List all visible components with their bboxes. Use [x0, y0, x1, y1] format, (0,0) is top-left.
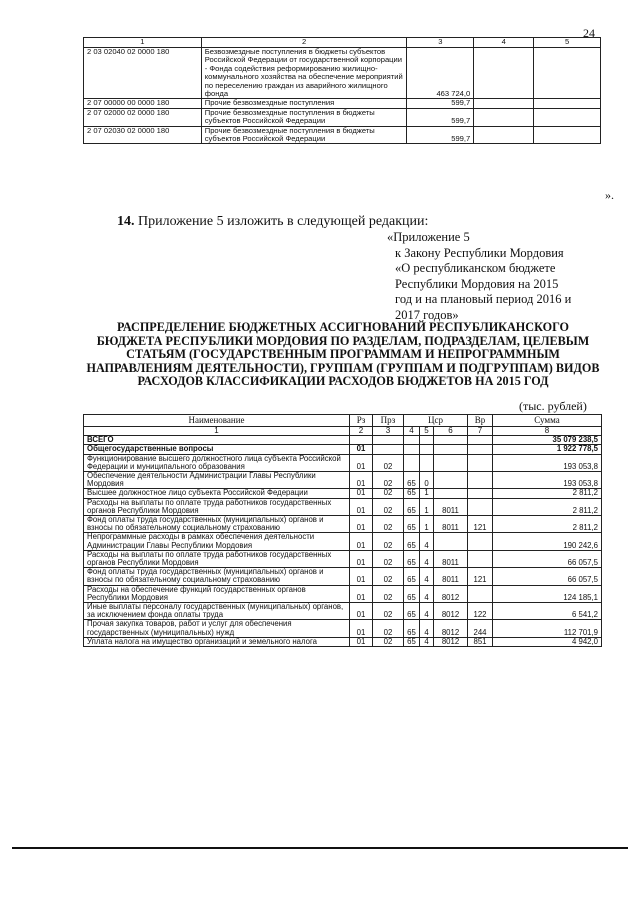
item-csr-program: 65	[404, 516, 420, 533]
item-csr-direction	[434, 489, 468, 498]
revenue-amount-2017	[534, 48, 601, 99]
table-row	[84, 620, 602, 637]
revenue-amount-2016	[474, 126, 534, 144]
col-header: 1	[84, 38, 202, 48]
appendix-line: год и на плановый период 2016 и	[395, 292, 572, 306]
item-rz: 01	[350, 637, 373, 646]
item-vr: 122	[468, 603, 493, 620]
item-sum: 4 942,0	[493, 637, 602, 646]
item-sum: 1 922 778,5	[493, 445, 602, 454]
table-row	[84, 472, 602, 489]
item-sum: 190 242,6	[493, 533, 602, 550]
item-csr-program: 65	[404, 620, 420, 637]
col-header: 2	[201, 38, 407, 48]
item-prz	[373, 436, 404, 445]
table-row	[84, 498, 602, 515]
item-csr-program: 65	[404, 498, 420, 515]
table-row	[84, 603, 602, 620]
item-csr-direction: 8012	[434, 637, 468, 646]
item-name: Функционирование высшего должностного лица субъекта Российской Федерации и муниципального образования	[84, 454, 350, 471]
column-index: 8	[493, 427, 602, 436]
item-sum: 2 811,2	[493, 489, 602, 498]
col-header-prz: Прз	[373, 415, 404, 427]
item-csr-direction: 8012	[434, 603, 468, 620]
item-csr-subprogram: 1	[420, 516, 434, 533]
page-bottom-rule	[12, 847, 628, 849]
revenue-name: Прочие безвозмездные поступления	[201, 99, 407, 108]
item-rz: 01	[350, 454, 373, 471]
item-prz: 02	[373, 620, 404, 637]
item-sum: 6 541,2	[493, 603, 602, 620]
item-csr-direction	[434, 445, 468, 454]
col-header-rz: Рз	[350, 415, 373, 427]
item-vr	[468, 472, 493, 489]
item-name: Расходы на выплаты по оплате труда работников государственных органов Республики Мордовия	[84, 498, 350, 515]
item-csr-subprogram	[420, 445, 434, 454]
revenue-amount-2017	[534, 99, 601, 108]
item-rz: 01	[350, 472, 373, 489]
table-row	[84, 637, 602, 646]
item-prz: 02	[373, 516, 404, 533]
item-vr	[468, 489, 493, 498]
col-header: 4	[474, 38, 534, 48]
item-vr	[468, 445, 493, 454]
table-row	[84, 585, 602, 602]
item-csr-program: 65	[404, 585, 420, 602]
units-label: (тыс. рублей)	[519, 399, 587, 413]
item-name: Фонд оплаты труда государственных (муниципальных) органов и взносы по обязательному социальному страхованию	[84, 568, 350, 585]
column-index: 4	[404, 427, 420, 436]
item-vr: 121	[468, 568, 493, 585]
item-rz: 01	[350, 620, 373, 637]
col-header: 5	[534, 38, 601, 48]
item-csr-subprogram: 1	[420, 489, 434, 498]
table-row	[84, 489, 602, 498]
appendix-line: Республики Мордовия на 2015	[395, 276, 559, 291]
item-csr-direction: 8011	[434, 568, 468, 585]
item-vr	[468, 550, 493, 567]
column-index: 6	[434, 427, 468, 436]
table-row	[84, 445, 602, 454]
item-csr-subprogram	[420, 454, 434, 471]
column-index: 3	[373, 427, 404, 436]
item-sum: 193 053,8	[493, 454, 602, 471]
item-sum: 2 811,2	[493, 516, 602, 533]
item-name: Прочая закупка товаров, работ и услуг для обеспечения государственных (муниципальных) нужд	[84, 620, 350, 637]
item-csr-direction	[434, 436, 468, 445]
item-vr	[468, 454, 493, 471]
item-name: Непрограммные расходы в рамках обеспечения деятельности Администрации Главы Республики Мордовия	[84, 533, 350, 550]
item-rz: 01	[350, 568, 373, 585]
appendix-line: к Закону Республики Мордовия	[395, 245, 564, 260]
revenue-amount-2016	[474, 48, 534, 99]
item-csr-direction: 8012	[434, 620, 468, 637]
revenue-amount-2016	[474, 108, 534, 126]
item-prz: 02	[373, 568, 404, 585]
col-header: 3	[407, 38, 474, 48]
column-index-row	[84, 427, 602, 436]
section-heading	[117, 214, 428, 230]
page-number: 24	[583, 26, 595, 40]
item-sum: 124 185,1	[493, 585, 602, 602]
item-csr-subprogram: 4	[420, 550, 434, 567]
item-csr-subprogram: 0	[420, 472, 434, 489]
item-csr-subprogram: 4	[420, 533, 434, 550]
column-index: 5	[420, 427, 434, 436]
item-csr-subprogram: 4	[420, 585, 434, 602]
item-prz: 02	[373, 585, 404, 602]
item-prz: 02	[373, 550, 404, 567]
item-sum: 2 811,2	[493, 498, 602, 515]
item-prz: 02	[373, 498, 404, 515]
item-vr	[468, 436, 493, 445]
revenue-table-continuation	[83, 37, 601, 144]
section-text: Приложение 5 изложить в следующей редакции:	[134, 214, 429, 229]
item-csr-program	[404, 454, 420, 471]
item-csr-direction: 8012	[434, 585, 468, 602]
item-vr: 244	[468, 620, 493, 637]
column-index: 7	[468, 427, 493, 436]
document-title: РАСПРЕДЕЛЕНИЕ БЮДЖЕТНЫХ АССИГНОВАНИЙ РЕСПУБЛИКАНСКОГО БЮДЖЕТА РЕСПУБЛИКИ МОРДОВИЯ ПО РАЗДЕЛАМ, ПОДРАЗДЕЛАМ, ЦЕЛЕВЫМ СТАТЬЯМ (ГОСУДАРСТВЕННЫМ ПРОГРАММАМ И НЕПРОГРАММНЫМ НАПРАВЛЕНИЯМ ДЕЯТЕЛЬНОСТИ), ГРУППАМ (ГРУППАМ И ПОДГРУППАМ) ВИДОВ РАСХОДОВ КЛАССИФИКАЦИИ РАСХОДОВ БЮДЖЕТОВ НА 2015 ГОД	[86, 320, 600, 389]
col-header-sum: Сумма	[493, 415, 602, 427]
item-prz: 02	[373, 454, 404, 471]
revenue-amount: 599,7	[407, 108, 474, 126]
revenue-amount-2017	[534, 108, 601, 126]
item-csr-subprogram: 4	[420, 568, 434, 585]
column-index: 2	[350, 427, 373, 436]
revenue-code: 2 07 02030 02 0000 180	[84, 126, 202, 144]
table-row	[84, 550, 602, 567]
item-csr-subprogram	[420, 436, 434, 445]
table-row	[84, 126, 601, 144]
item-name: Иные выплаты персоналу государственных (муниципальных) органов, за исключением фонда оплаты труда	[84, 603, 350, 620]
item-csr-direction: 8011	[434, 550, 468, 567]
item-name: ВСЕГО	[84, 436, 350, 445]
revenue-name: Безвозмездные поступления в бюджеты субъектов Российской Федерации от государственной корпорации - Фонда содействия реформированию жилищно-коммунального хозяйства на обеспечение мероприятий по переселению граждан из аварийного жилищного фонда	[201, 48, 407, 99]
item-rz: 01	[350, 498, 373, 515]
item-csr-subprogram: 4	[420, 603, 434, 620]
col-header-csr: Цср	[404, 415, 468, 427]
item-csr-program: 65	[404, 637, 420, 646]
appendix-line: 2017 годов»	[395, 307, 459, 322]
item-vr	[468, 498, 493, 515]
item-name: Общегосударственные вопросы	[84, 445, 350, 454]
item-sum: 112 701,9	[493, 620, 602, 637]
item-name: Расходы на выплаты по оплате труда работников государственных органов Республики Мордовия	[84, 550, 350, 567]
revenue-amount-2016	[474, 99, 534, 108]
item-sum: 66 057,5	[493, 550, 602, 567]
item-csr-direction	[434, 472, 468, 489]
table-row	[84, 99, 601, 108]
col-header-vr: Вр	[468, 415, 493, 427]
column-index: 1	[84, 427, 350, 436]
budget-allocation-table	[83, 414, 602, 647]
item-csr-program: 65	[404, 472, 420, 489]
item-csr-subprogram: 1	[420, 498, 434, 515]
revenue-amount: 463 724,0	[407, 48, 474, 99]
revenue-name: Прочие безвозмездные поступления в бюджеты субъектов Российской Федерации	[201, 126, 407, 144]
item-csr-program: 65	[404, 533, 420, 550]
table-row	[84, 568, 602, 585]
item-rz: 01	[350, 603, 373, 620]
section-number: 14.	[117, 214, 135, 229]
item-name: Уплата налога на имущество организаций и земельного налога	[84, 637, 350, 646]
item-vr	[468, 585, 493, 602]
table-row	[84, 108, 601, 126]
item-csr-subprogram: 4	[420, 637, 434, 646]
revenue-amount: 599,7	[407, 99, 474, 108]
item-csr-program: 65	[404, 603, 420, 620]
item-csr-program	[404, 436, 420, 445]
table-row	[84, 516, 602, 533]
item-sum: 35 079 238,5	[493, 436, 602, 445]
item-rz: 01	[350, 550, 373, 567]
table-row	[84, 48, 601, 99]
revenue-amount: 599,7	[407, 126, 474, 144]
item-prz: 02	[373, 472, 404, 489]
item-rz: 01	[350, 516, 373, 533]
item-sum: 66 057,5	[493, 568, 602, 585]
item-csr-program: 65	[404, 489, 420, 498]
item-name: Фонд оплаты труда государственных (муниципальных) органов и взносы по обязательному социальному страхованию	[84, 516, 350, 533]
item-prz: 02	[373, 489, 404, 498]
item-sum: 193 053,8	[493, 472, 602, 489]
item-rz: 01	[350, 533, 373, 550]
revenue-name: Прочие безвозмездные поступления в бюджеты субъектов Российской Федерации	[201, 108, 407, 126]
item-csr-direction: 8011	[434, 516, 468, 533]
closing-quote: ».	[605, 188, 614, 202]
item-csr-direction	[434, 533, 468, 550]
item-csr-subprogram: 4	[420, 620, 434, 637]
appendix-line: «Приложение 5	[387, 230, 470, 244]
item-csr-program: 65	[404, 550, 420, 567]
item-name: Высшее должностное лицо субъекта Российской Федерации	[84, 489, 350, 498]
revenue-table-header	[84, 38, 601, 48]
revenue-code: 2 07 02000 02 0000 180	[84, 108, 202, 126]
item-rz: 01	[350, 445, 373, 454]
item-rz: 01	[350, 489, 373, 498]
table-row	[84, 533, 602, 550]
item-csr-direction: 8011	[434, 498, 468, 515]
table-row	[84, 454, 602, 471]
item-vr: 121	[468, 516, 493, 533]
item-vr	[468, 533, 493, 550]
item-vr: 851	[468, 637, 493, 646]
item-csr-program: 65	[404, 568, 420, 585]
item-csr-direction	[434, 454, 468, 471]
item-prz: 02	[373, 637, 404, 646]
revenue-amount-2017	[534, 126, 601, 144]
item-prz: 02	[373, 533, 404, 550]
col-header-name: Наименование	[84, 415, 350, 427]
appendix-reference	[387, 230, 599, 323]
revenue-code: 2 07 00000 00 0000 180	[84, 99, 202, 108]
item-name: Расходы на обеспечение функций государственных органов Республики Мордовия	[84, 585, 350, 602]
appendix-line: «О республиканском бюджете	[395, 261, 556, 275]
budget-table-header	[84, 415, 602, 427]
item-csr-program	[404, 445, 420, 454]
item-prz: 02	[373, 603, 404, 620]
revenue-code: 2 03 02040 02 0000 180	[84, 48, 202, 99]
item-rz: 01	[350, 585, 373, 602]
item-prz	[373, 445, 404, 454]
item-name: Обеспечение деятельности Администрации Главы Республики Мордовия	[84, 472, 350, 489]
